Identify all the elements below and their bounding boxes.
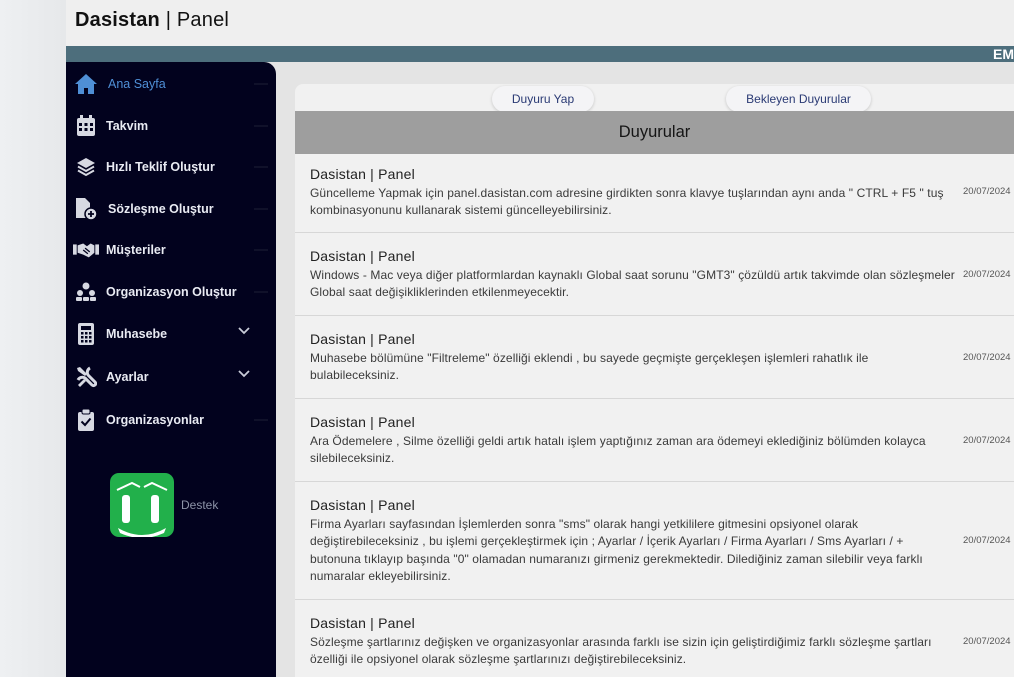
app-header <box>66 0 1014 46</box>
app-title: Dasistan | Panel <box>75 9 230 31</box>
clipboard-check-icon <box>73 407 99 433</box>
home-icon <box>73 71 99 97</box>
announcement-date: 20/07/2024 <box>963 636 1011 647</box>
file-plus-icon <box>73 196 99 222</box>
announcements-panel <box>295 84 1014 677</box>
announcement-body: Muhasebe bölümüne "Filtreleme" özelliği eklendi , bu sayede geçmişte gerçekleşen işlemleri rahatlık ile bulabileceksiniz. <box>310 351 869 383</box>
announcement-item <box>295 600 1014 677</box>
support-button[interactable] <box>110 473 174 537</box>
announcement-item <box>295 399 1014 482</box>
chevron-down-icon[interactable] <box>238 370 250 378</box>
handshake-icon <box>73 237 99 263</box>
sidebar-item-label: Hızlı Teklif Oluştur <box>106 160 215 174</box>
announcement-date: 20/07/2024 <box>963 535 1011 546</box>
sitemap-icon <box>73 279 99 305</box>
announcement-date: 20/07/2024 <box>963 269 1011 280</box>
announcement-item <box>295 154 1014 233</box>
announcements-heading: Duyurular <box>295 111 1014 154</box>
pending-announcements-button[interactable]: Bekleyen Duyurular <box>726 86 871 112</box>
calendar-icon <box>73 113 99 139</box>
announcement-date: 20/07/2024 <box>963 435 1011 446</box>
sidebar-item-customers[interactable] <box>66 232 276 268</box>
sidebar-item-label: Müşteriler <box>106 243 166 257</box>
sidebar-item-label: Organizasyonlar <box>106 413 204 427</box>
announcement-title: Dasistan | Panel <box>310 248 415 264</box>
announcement-date: 20/07/2024 <box>963 186 1011 197</box>
tools-icon <box>73 364 99 390</box>
announcement-item <box>295 233 1014 316</box>
announcement-body: Sözleşme şartlarınız değişken ve organizasyonlar arasında farklı ise sizin için geliştirdiğimiz farklı sözleşme şartları özelliği ile opsiyonel olarak sözleşme şartlarınızı değiştirebileceksiniz. <box>310 635 932 667</box>
sidebar-item-settings[interactable] <box>66 359 276 395</box>
sidebar-item-create-organization[interactable] <box>66 274 276 310</box>
sidebar-item-label: Muhasebe <box>106 327 168 341</box>
sidebar-item-label: Ayarlar <box>106 370 149 384</box>
sidebar-item-label: Takvim <box>106 119 149 133</box>
announcement-body: Güncelleme Yapmak için panel.dasistan.com adresine girdikten sonra klavye tuşlarından aynı anda " CTRL + F5 " tuş kombinasyonunu kullanarak sistemi güncelleyebilirsiniz. <box>310 186 944 218</box>
sidebar-item-label: Ana Sayfa <box>108 77 166 91</box>
support-robot-icon <box>110 473 174 537</box>
sidebar-item-home[interactable] <box>66 66 276 102</box>
calculator-icon <box>73 321 99 347</box>
announcement-title: Dasistan | Panel <box>310 497 415 513</box>
announcement-title: Dasistan | Panel <box>310 331 415 347</box>
sidebar <box>66 62 276 677</box>
announcement-date: 20/07/2024 <box>963 352 1011 363</box>
sidebar-item-calendar[interactable] <box>66 108 276 144</box>
support-label[interactable]: Destek <box>181 498 219 512</box>
announcement-body: Firma Ayarları sayfasından İşlemlerden sonra "sms" olarak hangi yetkililere gitmesini opsiyonel olarak değiştirebileceksiniz , bu işlemi gerçekleştirmek için ; Ayarlar / İçerik Ayarları / Firma Ayarları / Sms Ayarları / + butonuna tıklayıp başında "0" olamadan numaranızı girmeniz gerekmektedir. Dilediğiniz zaman silebilir veya farklı numaralar ekleyebilirsiniz. <box>310 517 923 583</box>
chevron-down-icon[interactable] <box>238 327 250 335</box>
announcement-title: Dasistan | Panel <box>310 166 415 182</box>
make-announcement-button[interactable]: Duyuru Yap <box>492 86 594 112</box>
announcement-item <box>295 316 1014 399</box>
top-status-bar <box>66 46 1014 62</box>
user-initials[interactable]: EM <box>993 46 1014 62</box>
layers-icon <box>73 154 99 180</box>
announcement-title: Dasistan | Panel <box>310 414 415 430</box>
sidebar-item-quick-offer[interactable] <box>66 149 276 185</box>
sidebar-item-contract[interactable] <box>66 191 276 227</box>
sidebar-item-label: Organizasyon Oluştur <box>106 285 237 299</box>
left-background-strip <box>0 0 66 677</box>
sidebar-item-label: Sözleşme Oluştur <box>108 202 214 216</box>
announcement-body: Windows - Mac veya diğer platformlardan kaynaklı Global saat sorunu "GMT3" çözüldü artık takvimde olan sözleşmeler Global saat değişikliklerinden etkilenmeyecektir. <box>310 268 955 300</box>
announcement-title: Dasistan | Panel <box>310 615 415 631</box>
sidebar-item-organizations[interactable] <box>66 402 276 438</box>
announcement-item <box>295 482 1014 600</box>
announcement-body: Ara Ödemelere , Silme özelliği geldi artık hatalı işlem yaptığınız zaman ara ödemeyi eklediğiniz bölümden kolayca silebileceksiniz. <box>310 434 926 466</box>
sidebar-item-accounting[interactable] <box>66 316 276 352</box>
